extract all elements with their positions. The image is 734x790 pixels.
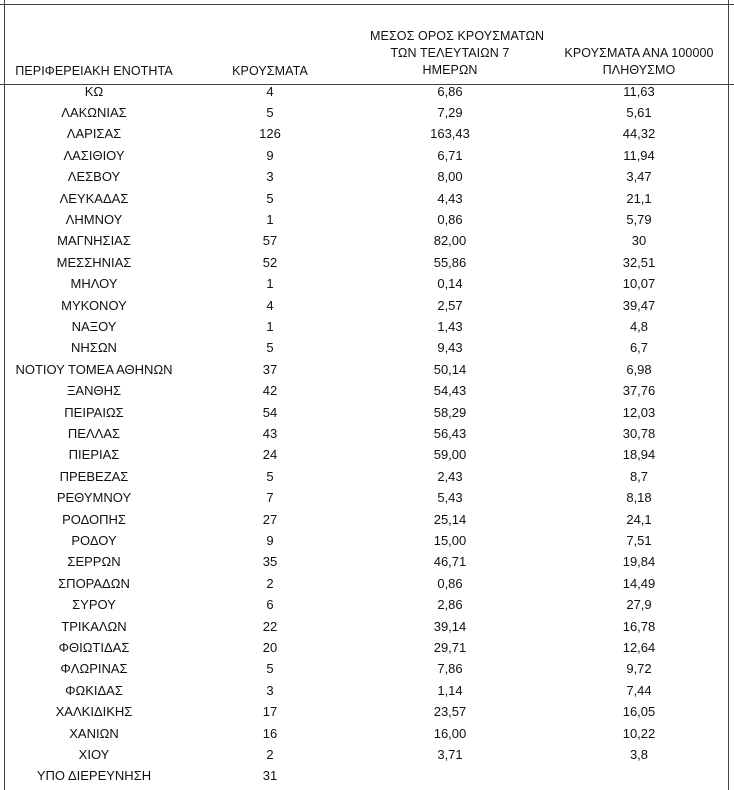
table-row xyxy=(0,123,734,144)
region-cell: ΠΕΙΡΑΙΩΣ xyxy=(64,404,124,420)
per100k-cell: 10,22 xyxy=(622,725,656,741)
avg7-cell: 6,86 xyxy=(437,83,463,99)
per100k-cell: 7,51 xyxy=(626,532,652,548)
avg7-cell: 15,00 xyxy=(433,532,467,548)
cases-cell: 2 xyxy=(266,746,274,762)
header-per100k-line: ΚΡΟΥΣΜΑΤΑ ΑΝΑ 100000 xyxy=(564,46,714,60)
header-cases-label: ΚΡΟΥΣΜΑΤΑ xyxy=(232,64,308,78)
cases-cell: 5 xyxy=(266,340,274,356)
per100k-cell: 27,9 xyxy=(626,597,652,613)
avg7-cell: 59,00 xyxy=(433,447,467,463)
region-cell: ΠΡΕΒΕΖΑΣ xyxy=(59,468,129,484)
per100k-cell: 5,79 xyxy=(626,211,652,227)
per100k-cell: 24,1 xyxy=(626,511,652,527)
table-row xyxy=(0,573,734,594)
region-cell: ΣΕΡΡΩΝ xyxy=(67,554,121,570)
avg7-cell: 39,14 xyxy=(433,618,467,634)
table-row xyxy=(0,765,734,786)
header-region-label: ΠΕΡΙΦΕΡΕΙΑΚΗ ΕΝΟΤΗΤΑ xyxy=(15,64,173,78)
avg7-cell: 82,00 xyxy=(433,233,467,249)
header-per100k xyxy=(545,45,733,79)
region-cell: ΝΑΞΟΥ xyxy=(71,318,117,334)
cases-cell: 54 xyxy=(262,404,278,420)
table-row xyxy=(0,487,734,508)
per100k-cell: 3,8 xyxy=(629,746,649,762)
per100k-cell: 18,94 xyxy=(622,447,656,463)
cases-cell: 4 xyxy=(266,297,274,313)
region-cell: ΡΟΔΟΥ xyxy=(71,532,117,548)
cases-cell: 31 xyxy=(262,768,278,784)
cases-cell: 9 xyxy=(266,532,274,548)
region-cell: ΝΗΣΩΝ xyxy=(71,340,117,356)
per100k-cell: 8,18 xyxy=(626,490,652,506)
region-cell: ΧΙΟΥ xyxy=(78,746,110,762)
table-row xyxy=(0,530,734,551)
avg7-cell: 4,43 xyxy=(437,190,463,206)
cases-cell: 5 xyxy=(266,468,274,484)
cases-cell: 4 xyxy=(266,83,274,99)
region-cell: ΚΩ xyxy=(84,83,104,99)
cases-cell: 35 xyxy=(262,554,278,570)
avg7-cell: 2,57 xyxy=(437,297,463,313)
table-row xyxy=(0,273,734,294)
region-cell: ΡΟΔΟΠΗΣ xyxy=(62,511,126,527)
header-avg7-line: ΤΩΝ ΤΕΛΕΥΤΑΙΩΝ 7 xyxy=(390,46,510,60)
avg7-cell: 2,86 xyxy=(437,597,463,613)
per100k-cell xyxy=(545,765,733,786)
region-cell: ΥΠΟ ΔΙΕΡΕΥΝΗΣΗ xyxy=(36,768,152,784)
per100k-cell: 30,78 xyxy=(622,425,656,441)
region-cell: ΜΗΛΟΥ xyxy=(70,276,118,292)
per100k-cell: 10,07 xyxy=(622,276,656,292)
region-cell: ΛΑΣΙΘΙΟΥ xyxy=(63,147,125,163)
avg7-cell: 25,14 xyxy=(433,511,467,527)
avg7-cell: 46,71 xyxy=(433,554,467,570)
table-row xyxy=(0,466,734,487)
region-cell: ΡΕΘΥΜΝΟΥ xyxy=(56,490,132,506)
table-row xyxy=(0,166,734,187)
per100k-cell: 3,47 xyxy=(626,169,652,185)
per100k-cell: 16,05 xyxy=(622,704,656,720)
avg7-cell: 29,71 xyxy=(433,639,467,655)
cases-cell: 5 xyxy=(266,104,274,120)
per100k-cell: 6,98 xyxy=(626,361,652,377)
region-cell: ΞΑΝΘΗΣ xyxy=(66,383,122,399)
table-row xyxy=(0,423,734,444)
region-cell: ΜΑΓΝΗΣΙΑΣ xyxy=(57,233,131,249)
per100k-cell: 37,76 xyxy=(622,383,656,399)
avg7-cell: 163,43 xyxy=(430,126,470,142)
avg7-cell: 0,14 xyxy=(437,276,463,292)
region-cell: ΜΥΚΟΝΟΥ xyxy=(61,297,127,313)
cases-cell: 1 xyxy=(266,318,274,334)
per100k-cell: 11,94 xyxy=(623,147,655,163)
per100k-cell: 16,78 xyxy=(622,618,656,634)
table-row xyxy=(0,658,734,679)
header-region xyxy=(0,63,188,80)
per100k-cell: 5,61 xyxy=(626,104,652,120)
region-cell: ΤΡΙΚΑΛΩΝ xyxy=(61,618,127,634)
header-avg7-line: ΗΜΕΡΩΝ xyxy=(422,63,478,77)
cases-cell: 5 xyxy=(266,661,274,677)
table-row xyxy=(0,252,734,273)
avg7-cell: 8,00 xyxy=(437,169,463,185)
header-avg7-line: ΜΕΣΟΣ ΟΡΟΣ ΚΡΟΥΣΜΑΤΩΝ xyxy=(370,29,545,43)
avg7-cell: 0,86 xyxy=(437,575,463,591)
region-cell: ΧΑΝΙΩΝ xyxy=(69,725,119,741)
region-cell: ΝΟΤΙΟΥ ΤΟΜΕΑ ΑΘΗΝΩΝ xyxy=(15,361,173,377)
header-cases xyxy=(200,63,340,80)
region-cell: ΠΕΛΛΑΣ xyxy=(67,425,121,441)
avg7-cell: 3,71 xyxy=(437,746,463,762)
table-row xyxy=(0,637,734,658)
per100k-cell: 9,72 xyxy=(626,661,652,677)
avg7-cell: 1,14 xyxy=(437,682,463,698)
avg7-cell: 23,57 xyxy=(433,704,467,720)
region-cell: ΛΕΣΒΟΥ xyxy=(67,169,121,185)
table-row xyxy=(0,295,734,316)
cases-cell: 2 xyxy=(266,575,274,591)
avg7-cell: 56,43 xyxy=(433,425,467,441)
table-row xyxy=(0,444,734,465)
region-cell: ΦΛΩΡΙΝΑΣ xyxy=(60,661,128,677)
per100k-cell: 21,1 xyxy=(626,190,652,206)
per100k-cell: 12,64 xyxy=(622,639,656,655)
per100k-cell: 30 xyxy=(631,233,647,249)
cases-cell: 1 xyxy=(266,276,274,292)
region-cell: ΣΥΡΟΥ xyxy=(72,597,116,613)
cases-cell: 16 xyxy=(262,725,278,741)
table-row xyxy=(0,209,734,230)
cases-cell: 9 xyxy=(266,147,274,163)
table-row xyxy=(0,337,734,358)
cases-cell: 37 xyxy=(262,361,278,377)
avg7-cell xyxy=(370,765,530,786)
region-cell: ΛΑΚΩΝΙΑΣ xyxy=(61,104,127,120)
region-cell: ΛΕΥΚΑΔΑΣ xyxy=(59,190,129,206)
avg7-cell: 16,00 xyxy=(433,725,467,741)
per100k-cell: 14,49 xyxy=(622,575,656,591)
cases-cell: 7 xyxy=(266,490,274,506)
header-per100k-line: ΠΛΗΘΥΣΜΟ xyxy=(602,63,676,77)
table-row xyxy=(0,509,734,530)
table-row xyxy=(0,188,734,209)
per100k-cell: 4,8 xyxy=(629,318,649,334)
per100k-cell: 11,63 xyxy=(623,83,655,99)
cases-cell: 43 xyxy=(262,425,278,441)
avg7-cell: 2,43 xyxy=(437,468,463,484)
table-top-border xyxy=(0,4,734,5)
cases-cell: 52 xyxy=(262,254,278,270)
per100k-cell: 39,47 xyxy=(622,297,656,313)
cases-cell: 3 xyxy=(266,682,274,698)
per100k-cell: 12,03 xyxy=(622,404,656,420)
table-row xyxy=(0,723,734,744)
per100k-cell: 19,84 xyxy=(622,554,656,570)
cases-cell: 126 xyxy=(259,126,281,142)
cases-cell: 20 xyxy=(262,639,278,655)
region-cell: ΦΩΚΙΔΑΣ xyxy=(65,682,123,698)
cases-cell: 42 xyxy=(262,383,278,399)
cases-cell: 27 xyxy=(262,511,278,527)
avg7-cell: 7,86 xyxy=(437,661,463,677)
avg7-cell: 6,71 xyxy=(437,147,463,163)
cases-cell: 57 xyxy=(262,233,278,249)
per100k-cell: 44,32 xyxy=(622,126,656,142)
avg7-cell: 5,43 xyxy=(437,490,463,506)
table-row xyxy=(0,316,734,337)
table-row xyxy=(0,616,734,637)
avg7-cell: 0,86 xyxy=(437,211,463,227)
table-row xyxy=(0,145,734,166)
table-row xyxy=(0,680,734,701)
per100k-cell: 8,7 xyxy=(629,468,649,484)
avg7-cell: 58,29 xyxy=(433,404,467,420)
avg7-cell: 9,43 xyxy=(437,340,463,356)
avg7-cell: 55,86 xyxy=(433,254,467,270)
table-row xyxy=(0,594,734,615)
region-cell: ΣΠΟΡΑΔΩΝ xyxy=(58,575,130,591)
cases-cell: 1 xyxy=(266,211,274,227)
avg7-cell: 50,14 xyxy=(433,361,467,377)
header-avg7 xyxy=(370,28,545,79)
table-row xyxy=(0,380,734,401)
cases-cell: 17 xyxy=(262,704,278,720)
table-row xyxy=(0,551,734,572)
region-cell: ΦΘΙΩΤΙΔΑΣ xyxy=(58,639,130,655)
cases-cell: 5 xyxy=(266,190,274,206)
region-cell: ΜΕΣΣΗΝΙΑΣ xyxy=(56,254,132,270)
avg7-cell: 1,43 xyxy=(437,318,463,334)
table-row xyxy=(0,359,734,380)
table-row xyxy=(0,81,734,102)
table-row xyxy=(0,402,734,423)
region-cell: ΧΑΛΚΙΔΙΚΗΣ xyxy=(55,704,133,720)
avg7-cell: 7,29 xyxy=(437,104,463,120)
table-row xyxy=(0,744,734,765)
per100k-cell: 7,44 xyxy=(626,682,652,698)
table-row xyxy=(0,701,734,722)
per100k-cell: 6,7 xyxy=(629,340,649,356)
cases-cell: 3 xyxy=(266,169,274,185)
table-row xyxy=(0,230,734,251)
avg7-cell: 54,43 xyxy=(433,383,467,399)
region-cell: ΛΑΡΙΣΑΣ xyxy=(66,126,122,142)
cases-cell: 6 xyxy=(266,597,274,613)
region-cell: ΛΗΜΝΟΥ xyxy=(65,211,123,227)
per100k-cell: 32,51 xyxy=(622,254,656,270)
table-row xyxy=(0,102,734,123)
region-cell: ΠΙΕΡΙΑΣ xyxy=(68,447,120,463)
cases-cell: 22 xyxy=(262,618,278,634)
cases-cell: 24 xyxy=(262,447,278,463)
